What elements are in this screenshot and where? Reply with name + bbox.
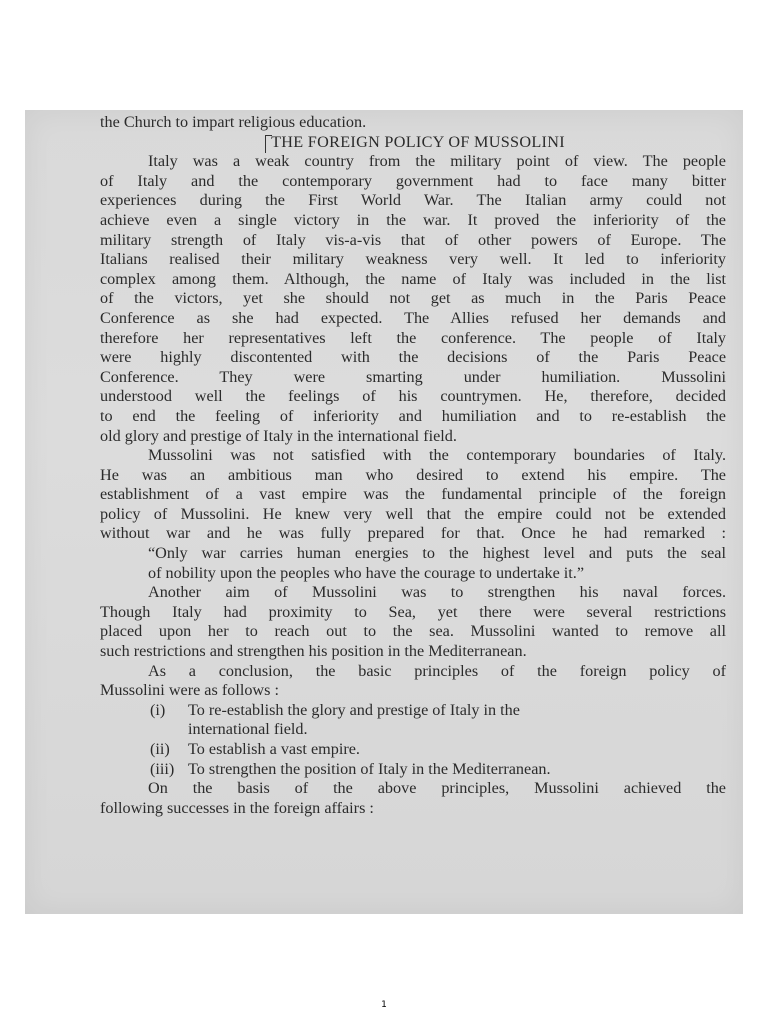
paragraph-line: policy of Mussolini. He knew very well that the empire could not be extended xyxy=(100,504,726,523)
section-heading: THE FOREIGN POLICY OF MUSSOLINI xyxy=(271,132,565,151)
paragraph-4 xyxy=(100,662,726,701)
paragraph-line: Italy was a weak country from the military point of view. The people xyxy=(148,152,726,171)
paragraph-3 xyxy=(100,583,726,661)
paragraph-line: On the basis of the above principles, Mussolini achieved the xyxy=(148,779,726,798)
paragraph-line: experiences during the First World War. The Italian army could not xyxy=(100,191,726,210)
paragraph-2 xyxy=(100,446,726,544)
paragraph-line: complex among them. Although, the name of Italy was included in the list xyxy=(100,269,726,288)
paragraph-line: achieve even a single victory in the war. It proved the inferiority of the xyxy=(100,210,726,229)
paragraph-line: Conference as she had expected. The Allies refused her demands and xyxy=(100,308,726,327)
list-text: To establish a vast empire. xyxy=(188,740,360,758)
paragraph-line: without war and he was fully prepared for that. Once he had remarked : xyxy=(100,524,726,543)
paragraph-line: Another aim of Mussolini was to strengthen his naval forces. xyxy=(148,583,726,602)
paragraph-line: He was an ambitious man who desired to extend his empire. The xyxy=(100,465,726,484)
paragraph-line: such restrictions and strengthen his position in the Mediterranean. xyxy=(100,642,527,661)
section-heading-box xyxy=(271,133,565,153)
paragraph-line: Though Italy had proximity to Sea, yet there were several restrictions xyxy=(100,602,726,621)
paragraph-line: As a conclusion, the basic principles of the foreign policy of xyxy=(148,661,726,680)
page-text xyxy=(100,113,726,818)
page-number: 1 xyxy=(381,1000,387,1010)
list-item xyxy=(100,740,726,760)
paragraph-line: establishment of a vast empire was the fundamental principle of the foreign xyxy=(100,485,726,504)
paragraph-line: to end the feeling of inferiority and humiliation and to re-establish the xyxy=(100,406,726,425)
list-number: (i) xyxy=(150,700,166,719)
paragraph-line: Mussolini were as follows : xyxy=(100,681,279,700)
paragraph-line: Mussolini was not satisfied with the contemporary boundaries of Italy. xyxy=(148,446,726,465)
scanned-page-photo xyxy=(25,110,743,914)
list-item xyxy=(100,701,726,721)
paragraph-line: understood well the feelings of his countrymen. He, therefore, decided xyxy=(100,387,726,406)
paragraph-line: of the victors, yet she should not get as much in the Paris Peace xyxy=(100,289,726,308)
list-item-continuation: international field. xyxy=(188,720,308,739)
list-item xyxy=(100,760,726,780)
paragraph-line: Italians realised their military weakness very well. It led to inferiority xyxy=(100,250,726,269)
paragraph-line: of Italy and the contemporary government had to face many bitter xyxy=(100,171,726,190)
paragraph-line: were highly discontented with the decisions of the Paris Peace xyxy=(100,348,726,367)
quotation xyxy=(100,544,726,583)
list-number: (iii) xyxy=(150,759,175,778)
paragraph-line: placed upon her to reach out to the sea. Mussolini wanted to remove all xyxy=(100,622,726,641)
paragraph-line: Conference. They were smarting under humiliation. Mussolini xyxy=(100,367,726,386)
principles-list xyxy=(100,701,726,779)
section-heading-wrapper xyxy=(100,133,726,153)
paragraph-line: old glory and prestige of Italy in the international field. xyxy=(100,426,457,445)
list-text: To strengthen the position of Italy in the Mediterranean. xyxy=(188,759,551,778)
top-line: the Church to impart religious education. xyxy=(100,113,367,131)
quote-line: “Only war carries human energies to the highest level and puts the seal xyxy=(148,544,726,563)
paragraph-line: therefore her representatives left the conference. The people of Italy xyxy=(100,328,726,347)
paragraph-1 xyxy=(100,152,726,446)
paragraph-5 xyxy=(100,779,726,818)
list-number: (ii) xyxy=(150,740,170,758)
paragraph-line: following successes in the foreign affairs : xyxy=(100,798,374,817)
quote-line: of nobility upon the peoples who have the courage to undertake it.” xyxy=(148,563,585,582)
list-text: To re-establish the glory and prestige of Italy in the xyxy=(188,700,520,719)
paragraph-line: military strength of Italy vis-a-vis that of other powers of Europe. The xyxy=(100,230,726,249)
pen-mark-bracket xyxy=(265,135,272,153)
